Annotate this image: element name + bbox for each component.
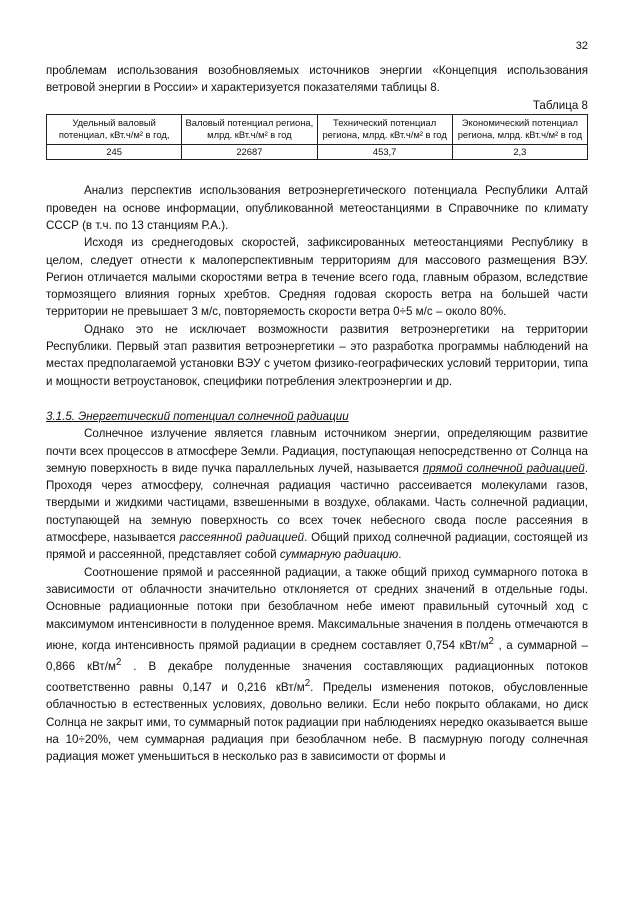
table-header-cell: Удельный валовый потенциал, кВт.ч/м² в год,	[47, 114, 182, 144]
solar-paragraph-1	[46, 425, 588, 563]
document-body	[46, 62, 588, 765]
solar-text: . В декабре полуденные значения составляющих радиационных потоков соответственно равны 0,147 и 0,216 кВт/м	[46, 659, 588, 694]
page-number: 32	[575, 40, 588, 52]
table-row	[47, 144, 588, 160]
wind-paragraph: Исходя из среднегодовых скоростей, зафиксированных метеостанциями Республику в целом, следует отнести к малоперспективным территориям для массового размещения ВЭУ. Регион отличается малыми скоростями ветра в течение всего года, главным образом, вследствие тормозящего влияния горных хребтов. Средняя годовая скорость ветра на большей части территории не превышает 3 м/с, повторяемость скорости ветра 0÷5 м/с – около 80%.	[46, 236, 588, 319]
table-header-cell: Экономический потенциал региона, млрд. кВт.ч/м² в год	[452, 114, 587, 144]
term-diffuse-radiation: рассеянной радиацией	[179, 531, 305, 545]
wind-paragraph: Однако это не исключает возможности развития ветроэнергетики на территории Республики. Первый этап развития ветроэнергетики – это разработка программы наблюдений на местах предполагаемой установки ВЭУ с учетом физико-географических условий территории, типа и мощности ветроустановок, специфики потребления электроэнергии и др.	[46, 322, 588, 388]
section-heading: 3.1.5. Энергетический потенциал солнечной радиации	[46, 409, 349, 423]
solar-paragraph-2	[46, 564, 588, 766]
superscript: 2	[115, 656, 122, 668]
solar-text: Соотношение прямой и рассеянной радиации, а также общий приход суммарного потока в зависимости от облачности значительно отклоняется от средних значений в отдельные годы. Основные радиационные потоки при безоблачном небе имеют правильный суточный ход с максимумом интенсивности в полуденное время. Максимальные значения в полдень отмечаются в июне, когда интенсивность прямой радиации в среднем составляет 0,754 кВт/м	[46, 565, 588, 652]
term-total-radiation: суммарную радиацию	[279, 548, 399, 562]
solar-text: . Общий приход солнечной радиации, состоящей из прямой и рассеянной, представляет собой	[46, 531, 588, 562]
solar-text: . Пределы изменения потоков, обусловленные облачностью в естественных условиях, довольно велики. Если небо покрыто облаками, но диск Солнца не закрыт ими, то суммарный поток радиации при наблюдениях нередко оказывается выше на 10÷20%, чем суммарная радиация при безоблачном небе. В пасмурную погоду солнечная радиация может уменьшиться в несколько раз в зависимости от формы и	[46, 680, 588, 764]
table-header-cell: Валовый потенциал региона, млрд. кВт.ч/м² в год	[182, 114, 317, 144]
table-header-cell: Технический потенциал региона, млрд. кВт.ч/м² в год	[317, 114, 452, 144]
potential-table	[46, 114, 588, 161]
solar-text: . Проходя через атмосферу, солнечная радиация частично рассеивается молекулами газов, твердыми и жидкими частицами, взвешенными в воздухе, облаками. Часть солнечной радиации, поступающей на земную поверхность со всех точек небесного свода после рассеяния в атмосфере, называется	[46, 461, 588, 545]
table-cell: 453,7	[317, 144, 452, 160]
term-direct-radiation: прямой солнечной радиацией	[422, 461, 585, 475]
superscript: 2	[488, 635, 494, 647]
table-cell: 22687	[182, 144, 317, 160]
intro-paragraph: проблемам использования возобновляемых источников энергии «Концепция использования ветровой энергии в России» и характеризуется показателями таблицы 8.	[46, 64, 588, 95]
table-caption: Таблица 8	[532, 98, 588, 112]
solar-text: Солнечное излучение является главным источником энергии, определяющим развитие почти всех процессов в атмосфере Земли. Радиация, поступающая непосредственно от Солнца на земную поверхность в виде пучка параллельных лучей, называется	[46, 427, 588, 475]
solar-text: .	[398, 548, 402, 562]
superscript: 2	[304, 678, 311, 690]
table-cell: 245	[47, 144, 182, 160]
solar-text: , а суммарной – 0,866 кВт/м	[46, 638, 588, 673]
table-cell: 2,3	[452, 144, 587, 160]
wind-paragraph: Анализ перспектив использования ветроэнергетического потенциала Республики Алтай проведен на основе информации, опубликованной метеостанциями в Справочнике по климату СССР (в т.ч. по 13 станциям Р.А.).	[46, 184, 588, 232]
table-header-row	[47, 114, 588, 144]
